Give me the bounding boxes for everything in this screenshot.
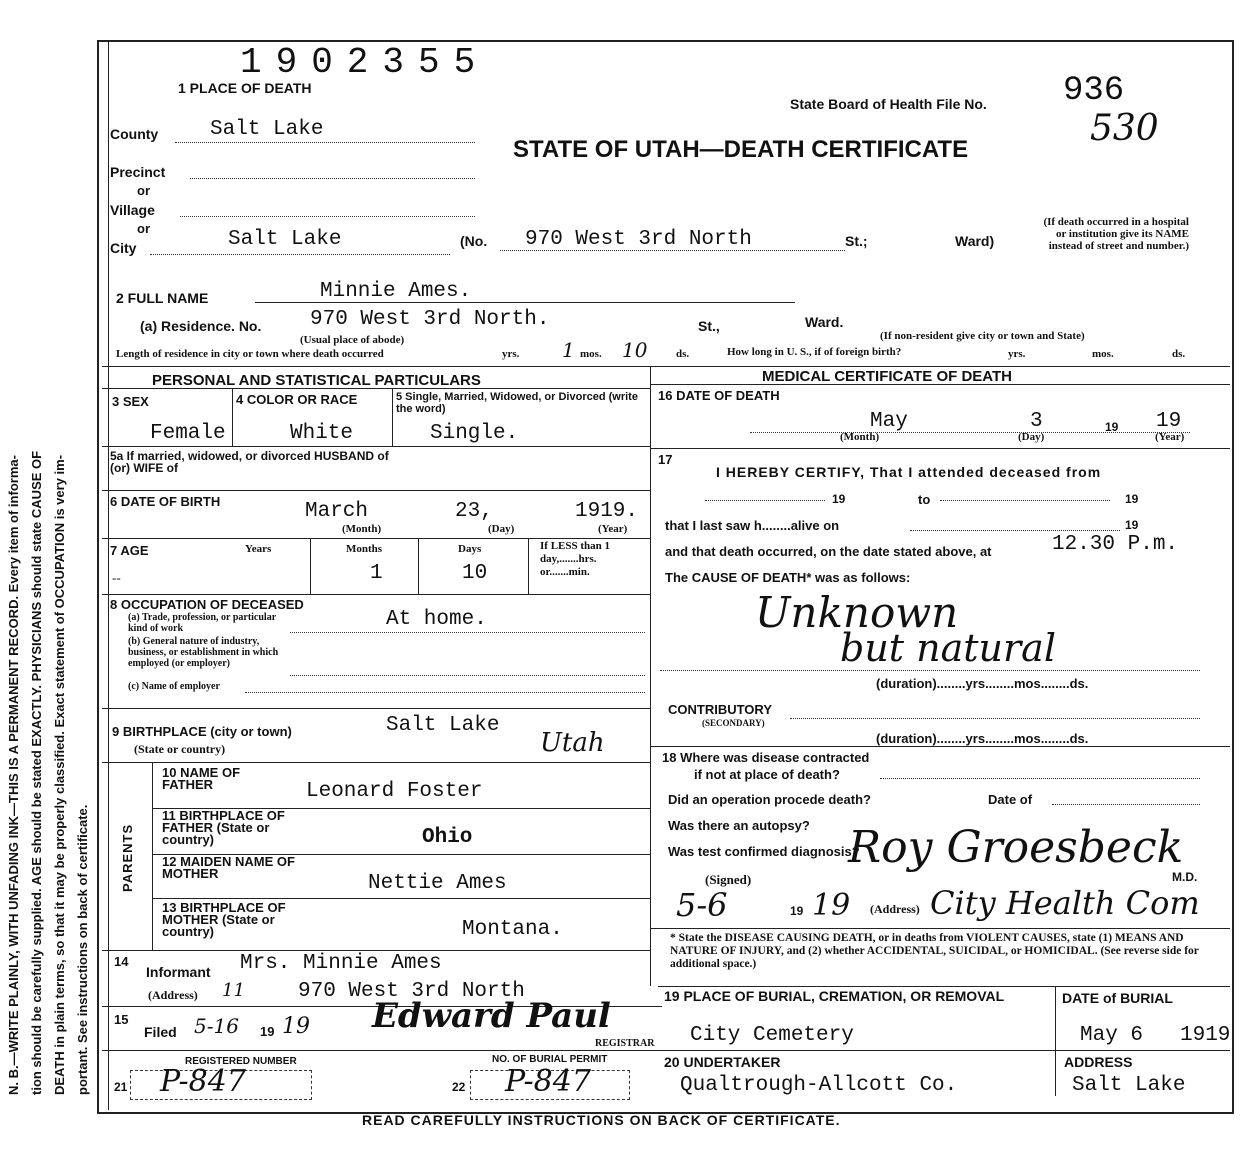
residence-value: 970 West 3rd North.	[310, 308, 550, 331]
city-value: Salt Lake	[228, 228, 342, 251]
color-race-value: White	[290, 422, 354, 445]
physician-address-label: (Address)	[870, 902, 920, 916]
not-at-place-label: if not at place of death?	[694, 767, 840, 782]
st-label: St.;	[845, 233, 868, 249]
burial-permit-value: P-847	[505, 1064, 591, 1099]
contributory-bottom-line	[650, 746, 1230, 747]
occupation-label: 8 OCCUPATION OF DECEASED	[110, 597, 304, 612]
file-no-value: 936	[1063, 72, 1125, 110]
operation-date-line	[1052, 804, 1200, 805]
filed-bottom-line	[102, 1050, 658, 1051]
street-line	[500, 250, 845, 251]
physician-address-value: City Health Com	[930, 884, 1200, 922]
operation-label: Did an operation procede death?	[668, 792, 871, 807]
cause-of-death-value: Unknown	[755, 588, 959, 637]
attended-to-label: to	[918, 492, 931, 507]
ward-label: Ward)	[955, 233, 995, 249]
cause-line-2	[660, 670, 1200, 671]
burial-year-value: 1919	[1180, 1024, 1231, 1047]
spouse-label: 5a If married, widowed, or divorced HUSBAND of (or) WIFE of	[110, 449, 389, 475]
undertaker-label: 20 UNDERTAKER	[664, 1054, 781, 1070]
signature-19: 19	[790, 904, 804, 918]
item-17-label: 17	[658, 452, 673, 467]
contributory-label: CONTRIBUTORY	[668, 702, 772, 717]
personal-particulars-header: PERSONAL AND STATISTICAL PARTICULARS	[152, 372, 481, 389]
full-name-value: Minnie Ames.	[320, 280, 472, 303]
instruction-text-1: N. B.—WRITE PLAINLY, WITH UNFADING INK—THIS IS A PERMANENT RECORD. Every item of informa-	[6, 455, 21, 1095]
parents-bottom-line	[102, 950, 650, 951]
county-line	[175, 142, 475, 143]
date-of-death-day: 3	[1030, 410, 1043, 433]
md-label: M.D.	[1172, 870, 1198, 884]
filed-date: 5-16	[194, 1014, 239, 1038]
last-saw-19: 19	[1125, 518, 1139, 532]
dod-year-caption: (Year)	[1155, 431, 1185, 443]
mother-bottom-line	[152, 898, 650, 899]
attended-from-line	[705, 500, 825, 501]
footer-instructions: READ CAREFULLY INSTRUCTIONS ON BACK OF CERTIFICATE.	[362, 1112, 841, 1128]
cause-duration-label: (duration)........yrs........mos........ds.	[876, 676, 1089, 691]
mother-birthplace-label: 13 BIRTHPLACE OF MOTHER (State or country)	[162, 900, 286, 939]
age-years-caption: Years	[245, 543, 272, 555]
undertaker-address-label: ADDRESS	[1064, 1054, 1133, 1070]
occupation-value: At home.	[386, 608, 487, 631]
mother-name-label: 12 MAIDEN NAME OF MOTHER	[162, 854, 295, 881]
birthplace-label: 9 BIRTHPLACE (city or town)	[112, 724, 292, 739]
instruction-text-4: portant. See instructions on back of certificate.	[75, 804, 90, 1095]
registered-number-label: REGISTERED NUMBER	[185, 1056, 297, 1067]
contracted-line	[880, 778, 1200, 779]
age-div-2	[418, 538, 419, 594]
instruction-text-2: tion should be carefully supplied. AGE should be stated EXACTLY. PHYSICIANS should state CAUSE OF	[29, 450, 44, 1095]
file-no-alt: 530	[1090, 108, 1159, 149]
occupation-line-b	[290, 675, 645, 676]
dob-day-caption: (Day)	[488, 523, 515, 535]
date-of-death-year: 19	[1156, 410, 1182, 433]
signature-date: 5-6	[676, 886, 728, 924]
us-yrs-label: yrs.	[1008, 348, 1026, 360]
age-years-value: --	[112, 570, 121, 585]
us-ds-label: ds.	[1172, 348, 1186, 360]
burial-place-label: 19 PLACE OF BURIAL, CREMATION, OR REMOVAL	[664, 988, 1005, 1004]
personal-header-line	[102, 388, 650, 389]
last-saw-line	[910, 530, 1120, 531]
signature-year: 19	[812, 888, 851, 923]
cause-of-death-value-2: but natural	[840, 626, 1056, 670]
informant-address-value: 970 West 3rd North	[298, 980, 525, 1003]
informant-address-label: (Address)	[148, 988, 198, 1002]
full-name-label: 2 FULL NAME	[116, 290, 209, 306]
burial-top-line	[658, 986, 1230, 987]
street-value: 970 West 3rd North	[525, 228, 752, 251]
sex-divider	[232, 388, 233, 446]
filed-year: 19	[282, 1014, 310, 1039]
age-bottom-line	[102, 594, 650, 595]
dob-label: 6 DATE OF BIRTH	[110, 494, 221, 509]
birthplace-bottom-line	[102, 762, 650, 763]
burial-place-value: City Cemetery	[690, 1024, 854, 1047]
operation-date-label: Date of	[988, 792, 1033, 807]
medical-certificate-header: MEDICAL CERTIFICATE OF DEATH	[762, 368, 1012, 385]
autopsy-label: Was there an autopsy?	[668, 818, 810, 833]
row3-bottom-line	[102, 446, 650, 447]
father-name-label: 10 NAME OF FATHER	[162, 765, 241, 792]
spouse-bottom-line	[102, 490, 650, 491]
burial-divider	[1055, 986, 1056, 1096]
filed-label: Filed	[144, 1024, 177, 1040]
dod-month-caption: (Month)	[840, 431, 880, 443]
or-label-2: or	[137, 221, 150, 236]
informant-value: Mrs. Minnie Ames	[240, 952, 442, 975]
burial-date-label: DATE of BURIAL	[1062, 990, 1173, 1006]
residence-ward-label: Ward.	[805, 314, 844, 330]
marital-status-value: Single.	[430, 422, 519, 445]
filed-19: 19	[260, 1024, 275, 1039]
length-of-residence-label: Length of residence in city or town where death occurred	[116, 348, 384, 360]
age-div-3	[528, 538, 529, 594]
age-less-than-day-caption: If LESS than 1 day,.......hrs. or.......min.	[540, 540, 611, 578]
dod-bottom-line	[650, 448, 1230, 449]
occupation-line-a	[290, 632, 645, 633]
instruction-text-3: DEATH in plain terms, so that it may be properly classified. Exact statement of OCCUPATION is very im-	[52, 454, 67, 1095]
hospital-note: (If death occurred in a hospital or institution give its NAME instead of street and number.)	[1043, 216, 1189, 252]
sex-value: Female	[150, 422, 226, 445]
age-label: 7 AGE	[110, 543, 149, 558]
residence-yrs-label: yrs.	[502, 348, 520, 360]
undertaker-address-value: Salt Lake	[1072, 1074, 1186, 1097]
sex-label: 3 SEX	[112, 394, 149, 409]
occupation-line-c	[245, 692, 645, 693]
file-no-label: State Board of Health File No.	[790, 96, 987, 112]
nonresident-note: (If non-resident give city or town and State)	[880, 330, 1085, 342]
dob-month: March	[305, 500, 369, 523]
residence-mos-label: mos.	[580, 348, 602, 360]
physician-signature: Roy Groesbeck	[848, 822, 1184, 873]
registered-item-number: 21	[114, 1080, 128, 1094]
burial-mid-line	[658, 1050, 1230, 1051]
age-days-value: 10	[462, 562, 488, 585]
informant-item-number: 14	[114, 954, 129, 969]
secondary-caption: (SECONDARY)	[702, 718, 765, 728]
informant-address-mark: 11	[222, 980, 245, 1001]
residence-ds-label: ds.	[676, 348, 690, 360]
precinct-label: Precinct	[110, 164, 166, 180]
burial-date-value: May 6	[1080, 1024, 1144, 1047]
registered-number-value: P-847	[160, 1064, 246, 1099]
birthplace-state-caption: (State or country)	[134, 742, 226, 756]
burial-permit-item-number: 22	[452, 1080, 466, 1094]
date-of-death-label: 16 DATE OF DEATH	[658, 388, 780, 403]
place-of-death-label: 1 PLACE OF DEATH	[178, 80, 312, 96]
medical-header-line	[650, 384, 1230, 385]
attended-to-line	[940, 500, 1110, 501]
mother-birthplace-value: Montana.	[462, 918, 563, 941]
age-months-value: 1	[370, 562, 383, 585]
father-birthplace-value: Ohio	[422, 826, 473, 849]
residence-months-value: 1	[562, 338, 575, 362]
attended-from-19: 19	[832, 492, 846, 506]
father-name-value: Leonard Foster	[306, 780, 483, 803]
or-label-1: or	[137, 183, 150, 198]
cause-of-death-label: The CAUSE OF DEATH* was as follows:	[665, 570, 911, 585]
village-label: Village	[110, 202, 155, 218]
contributory-line	[790, 718, 1200, 719]
test-label: Was test confirmed diagnosis?	[668, 844, 860, 859]
certificate-serial-number: 1902355	[240, 42, 490, 83]
street-no-label: (No.	[460, 233, 488, 249]
residence-label: (a) Residence. No.	[140, 318, 262, 334]
last-saw-label: that I last saw h........alive on	[665, 518, 840, 533]
certificate-title: STATE OF UTAH—DEATH CERTIFICATE	[513, 136, 969, 163]
signature-bottom-line	[650, 928, 1230, 929]
occupation-bottom-line	[102, 708, 650, 709]
city-line	[150, 254, 450, 255]
dod-day-caption: (Day)	[1018, 431, 1045, 443]
date-of-death-month: May	[870, 410, 908, 433]
color-divider	[392, 388, 393, 446]
death-time: 12.30 P.m.	[1052, 533, 1179, 556]
contributory-duration-label: (duration)........yrs........mos........ds.	[876, 731, 1089, 746]
date-of-death-line	[750, 432, 1190, 433]
dob-bottom-line	[102, 538, 650, 539]
occupation-b-caption: (b) General nature of industry, business, or establishment in which employed (or employer)	[128, 636, 279, 669]
parents-label: PARENTS	[120, 823, 135, 892]
dob-day: 23,	[455, 500, 493, 523]
residence-days-value: 10	[622, 338, 648, 362]
village-line	[180, 216, 475, 217]
age-div-1	[310, 538, 311, 594]
date-of-death-19: 19	[1105, 420, 1119, 434]
color-race-label: 4 COLOR OR RACE	[236, 392, 358, 407]
father-birthplace-label: 11 BIRTHPLACE OF FATHER (State or country)	[162, 808, 285, 847]
signed-label: (Signed)	[705, 872, 752, 887]
center-divider	[650, 366, 651, 986]
dob-year: 1919.	[575, 500, 639, 523]
full-name-line	[255, 302, 795, 303]
occupation-a-caption: (a) Trade, profession, or particular kind of work	[128, 612, 276, 634]
parents-divider	[152, 762, 153, 950]
occupation-c-caption: (c) Name of employer	[128, 681, 220, 692]
informant-label: Informant	[146, 964, 211, 980]
birthplace-state-value: Utah	[540, 728, 605, 758]
marital-status-label: 5 Single, Married, Widowed, or Divorced (write the word)	[396, 391, 638, 415]
age-days-caption: Days	[458, 543, 482, 555]
dob-month-caption: (Month)	[342, 523, 382, 535]
undertaker-value: Qualtrough-Allcott Co.	[680, 1074, 958, 1097]
item-18-label: 18 Where was disease contracted	[662, 750, 870, 765]
death-occurred-label: and that death occurred, on the date stated above, at	[665, 544, 992, 559]
precinct-line	[190, 178, 475, 179]
county-label: County	[110, 126, 159, 142]
registrar-signature: Edward Paul	[372, 996, 611, 1036]
section-divider	[102, 366, 1230, 367]
certify-statement: I HEREBY CERTIFY, That I attended deceased from	[716, 464, 1102, 480]
us-mos-label: mos.	[1092, 348, 1114, 360]
county-value: Salt Lake	[210, 118, 324, 141]
usual-place-caption: (Usual place of abode)	[300, 334, 405, 346]
dob-year-caption: (Year)	[598, 523, 628, 535]
city-label: City	[110, 240, 137, 256]
filed-item-number: 15	[114, 1012, 129, 1027]
how-long-us-label: How long in U. S., if of foreign birth?	[727, 346, 902, 358]
attended-to-19: 19	[1125, 492, 1139, 506]
age-months-caption: Months	[346, 543, 383, 555]
footnote-text: * State the DISEASE CAUSING DEATH, or in deaths from VIOLENT CAUSES, state (1) MEANS AND NATURE OF INJURY, and (2) whether ACCIDENTAL, SUICIDAL, or HOMICIDAL. (See reverse side for additional space.)	[670, 932, 1199, 970]
burial-permit-label: NO. OF BURIAL PERMIT	[492, 1054, 608, 1065]
birthplace-value: Salt Lake	[386, 714, 500, 737]
registrar-label: REGISTRAR	[595, 1038, 655, 1049]
mother-name-value: Nettie Ames	[368, 872, 507, 895]
residence-st-label: St.,	[698, 318, 720, 334]
